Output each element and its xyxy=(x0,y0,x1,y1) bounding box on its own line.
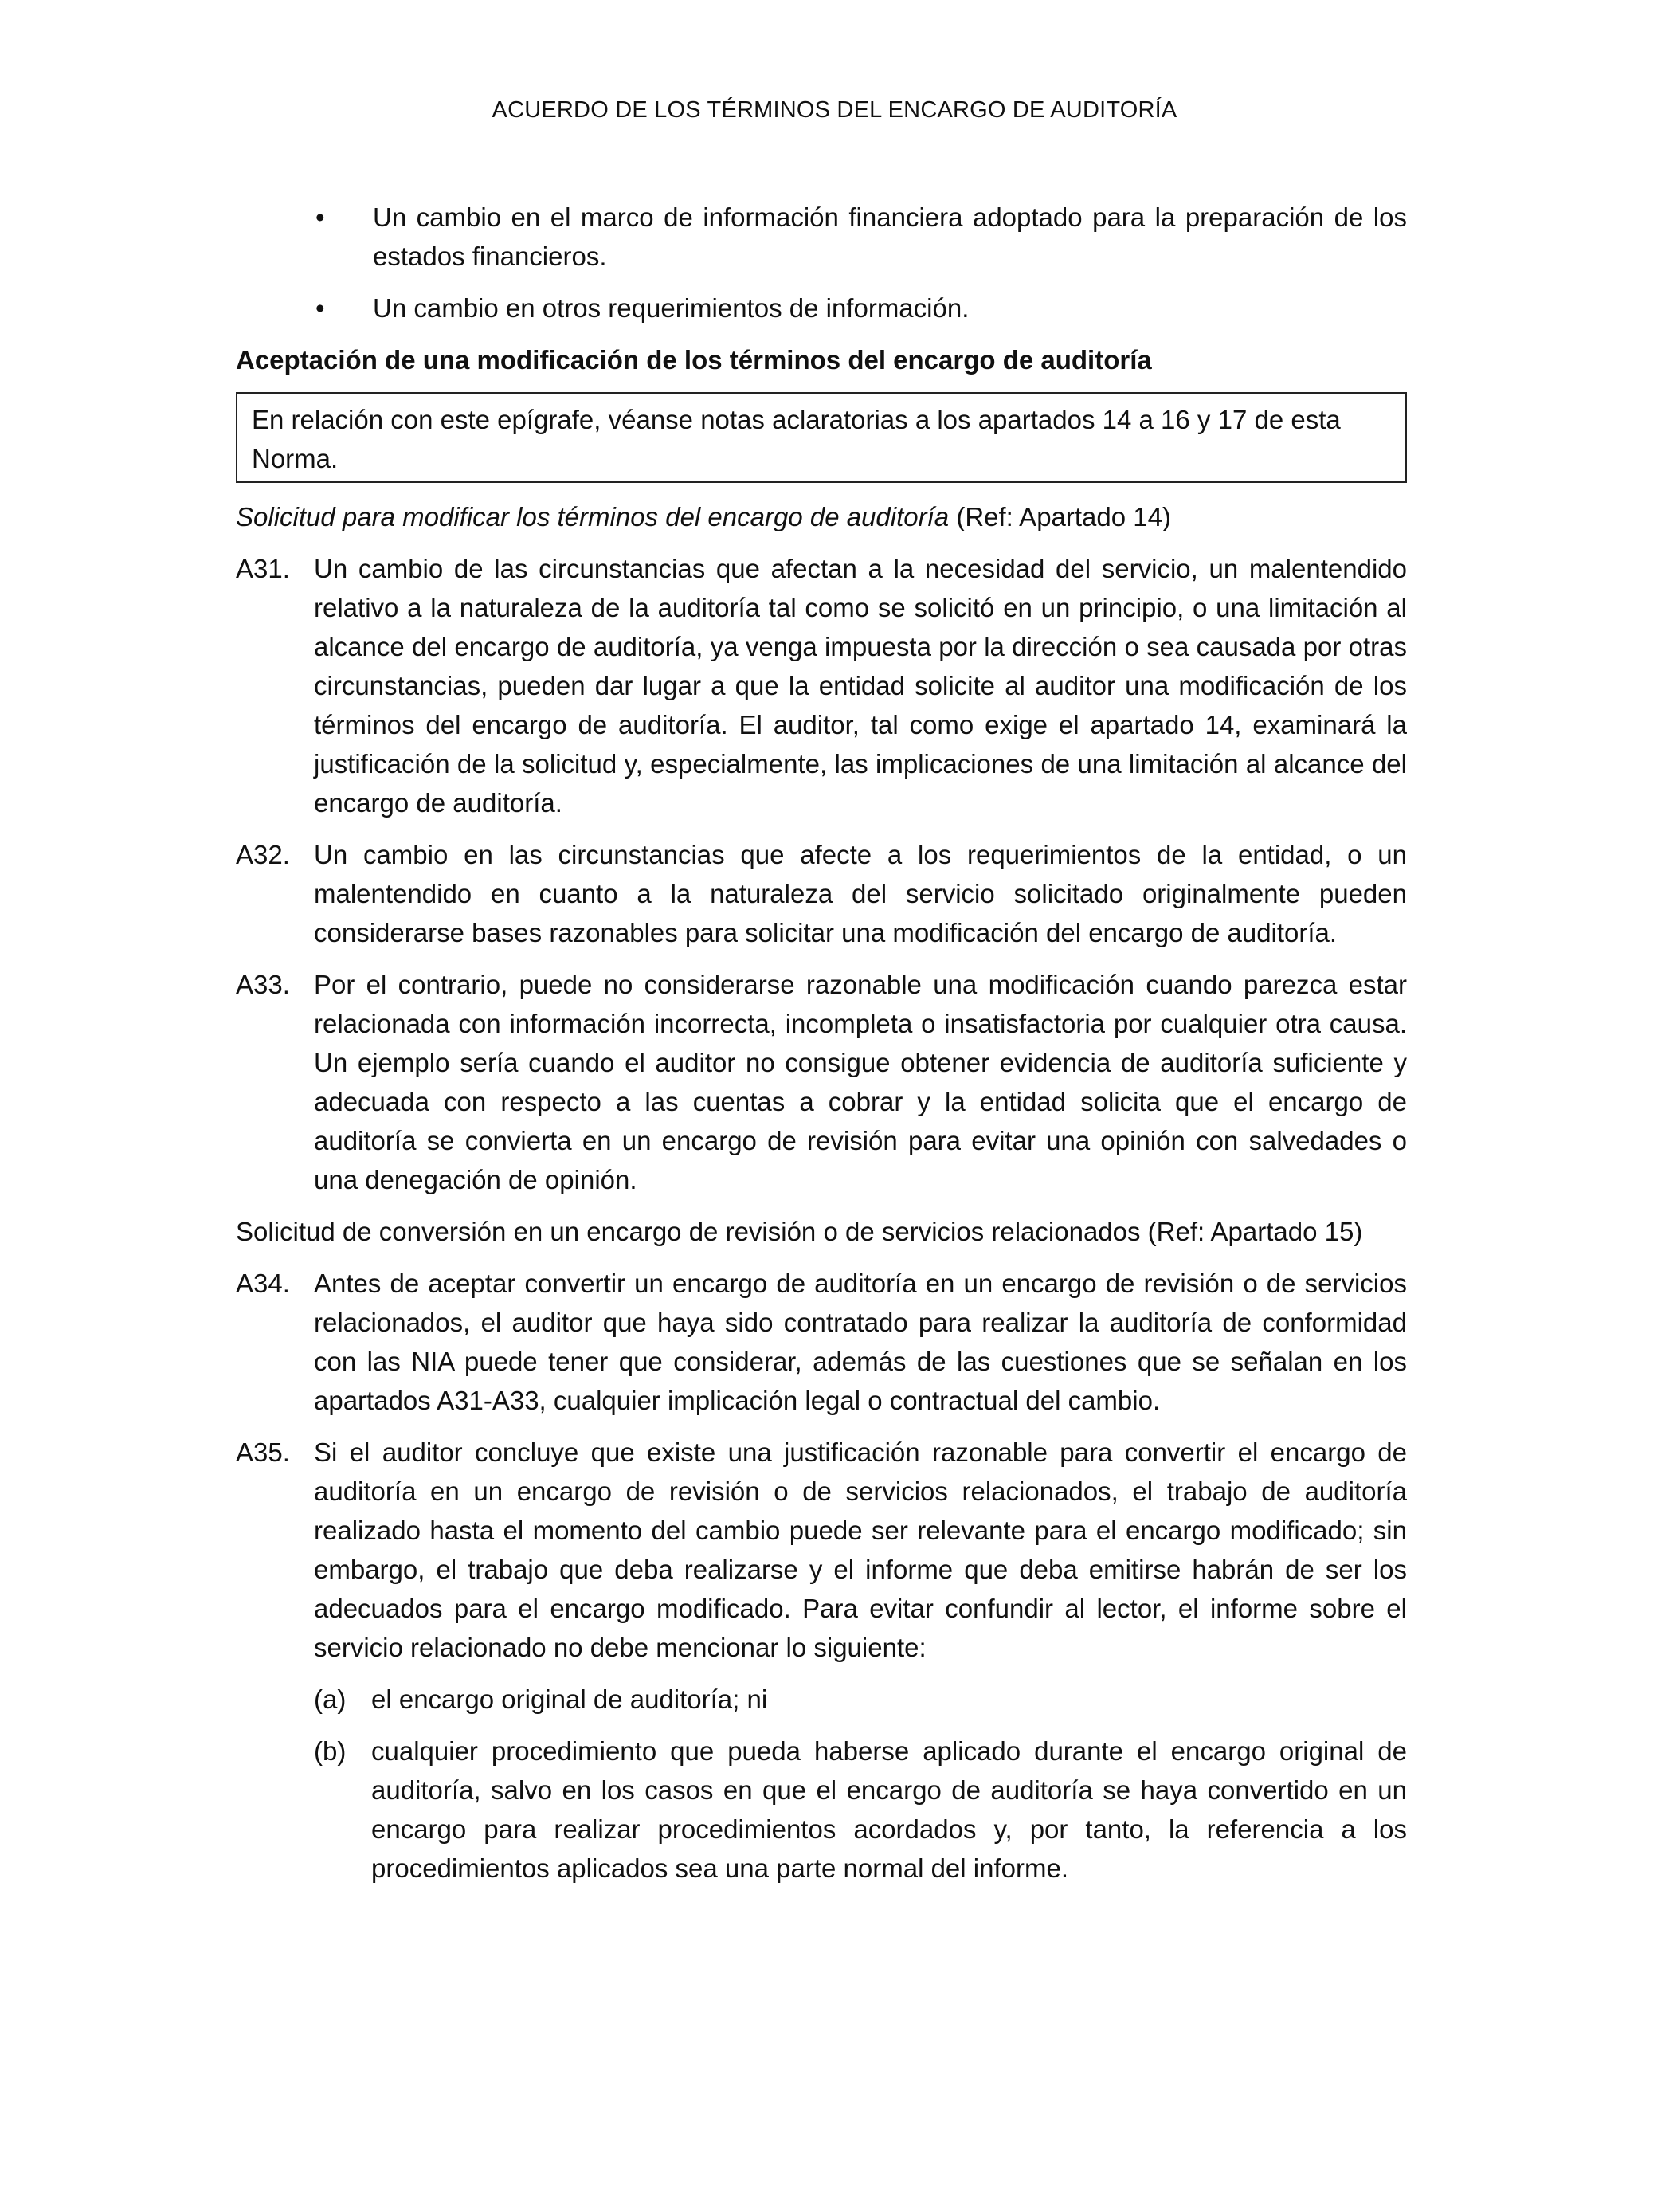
paragraph-text: Un cambio de las circunstancias que afectan a la necesidad del servicio, un malentendido relativo a la naturaleza de la auditoría tal como se solicitó en un principio, o una limitación al alcance del encargo de auditoría, ya venga impuesta por la dirección o sea causada por otras circunstancias, pueden dar lugar a que la entidad solicite al auditor una modificación de los términos del encargo de auditoría. El auditor, tal como exige el apartado 14, examinará la justificación de la solicitud y, especialmente, las implicaciones de una limitación al alcance del encargo de auditoría. xyxy=(314,554,1407,818)
paragraph-number: A33. xyxy=(236,970,290,999)
paragraph-number: A32. xyxy=(236,840,290,869)
paragraph-text: Por el contrario, puede no considerarse razonable una modificación cuando parezca estar relacionada con información incorrecta, incompleta o insatisfactoria por cualquier otra causa. Un ejemplo sería cuando el auditor no consigue obtener evidencia de auditoría suficiente y adecuada con respecto a las cuentas a cobrar y la entidad solicita que el encargo de auditoría se convierta en un encargo de revisión para evitar una opinión con salvedades o una denegación de opinión. xyxy=(314,970,1407,1194)
running-header: ACUERDO DE LOS TÉRMINOS DEL ENCARGO DE AUDITORÍA xyxy=(492,97,1177,123)
subheading-title: Solicitud para modificar los términos del encargo de auditoría xyxy=(236,502,950,531)
paragraph-text: Si el auditor concluye que existe una justificación razonable para convertir el encargo de auditoría en un encargo de revisión o de servicios relacionados, el trabajo de auditoría realizado hasta el momento del cambio puede ser relevante para el encargo modificado; sin embargo, el trabajo que deba realizarse y el informe que deba emitirse habrán de ser los adecuados para el encargo modificado. Para evitar confundir al lector, el informe sobre el servicio relacionado no debe mencionar lo siguiente: xyxy=(314,1437,1407,1662)
bullet-item xyxy=(315,288,1407,327)
section-heading: Aceptación de una modificación de los términos del encargo de auditoría xyxy=(236,345,1152,375)
sub-item-label: (a) xyxy=(314,1684,347,1714)
sub-item-a xyxy=(314,1680,1407,1719)
paragraph-text: Un cambio en las circunstancias que afecte a los requerimientos de la entidad, o un malentendido en cuanto a la naturaleza del servicio solicitado originalmente pueden considerarse bases razonables para solicitar una modificación del encargo de auditoría. xyxy=(314,840,1407,947)
paragraph-number: A34. xyxy=(236,1269,290,1298)
bullet-text: Un cambio en otros requerimientos de información. xyxy=(373,293,970,323)
sub-item-text: el encargo original de auditoría; ni xyxy=(371,1684,768,1714)
sub-item-label: (b) xyxy=(314,1736,347,1766)
bullet-mark: • xyxy=(315,202,325,232)
body-text xyxy=(236,198,1407,1900)
paragraph-number: A35. xyxy=(236,1437,290,1467)
paragraph-a31 xyxy=(236,549,1407,822)
sub-item-b xyxy=(314,1732,1407,1888)
paragraph-number: A31. xyxy=(236,554,290,583)
bullet-item xyxy=(315,198,1407,276)
paragraph-text: Antes de aceptar convertir un encargo de auditoría en un encargo de revisión o de servicios relacionados, el auditor que haya sido contratado para realizar la auditoría de conformidad con las NIA puede tener que considerar, además de las cuestiones que se señalan en los apartados A31-A33, cualquier implicación legal o contractual del cambio. xyxy=(314,1269,1407,1415)
subheading-conversion: Solicitud de conversión en un encargo de revisión o de servicios relacionados (Ref: Apartado 15) xyxy=(236,1217,1363,1246)
bullet-mark: • xyxy=(315,293,325,323)
bullet-text: Un cambio en el marco de información financiera adoptado para la preparación de los estados financieros. xyxy=(373,202,1407,271)
subheading-request-modify xyxy=(236,497,1407,536)
note-box: En relación con este epígrafe, véanse notas aclaratorias a los apartados 14 a 16 y 17 de esta Norma. xyxy=(236,392,1407,483)
subheading-ref: (Ref: Apartado 14) xyxy=(949,502,1171,531)
sub-item-text: cualquier procedimiento que pueda haberse aplicado durante el encargo original de auditoría, salvo en los casos en que el encargo de auditoría se haya convertido en un encargo para realizar procedimientos acordados y, por tanto, la referencia a los procedimientos aplicados sea una parte normal del informe. xyxy=(371,1736,1407,1883)
paragraph-a34 xyxy=(236,1264,1407,1420)
paragraph-a35 xyxy=(236,1433,1407,1667)
paragraph-a32 xyxy=(236,835,1407,952)
paragraph-a33 xyxy=(236,965,1407,1199)
